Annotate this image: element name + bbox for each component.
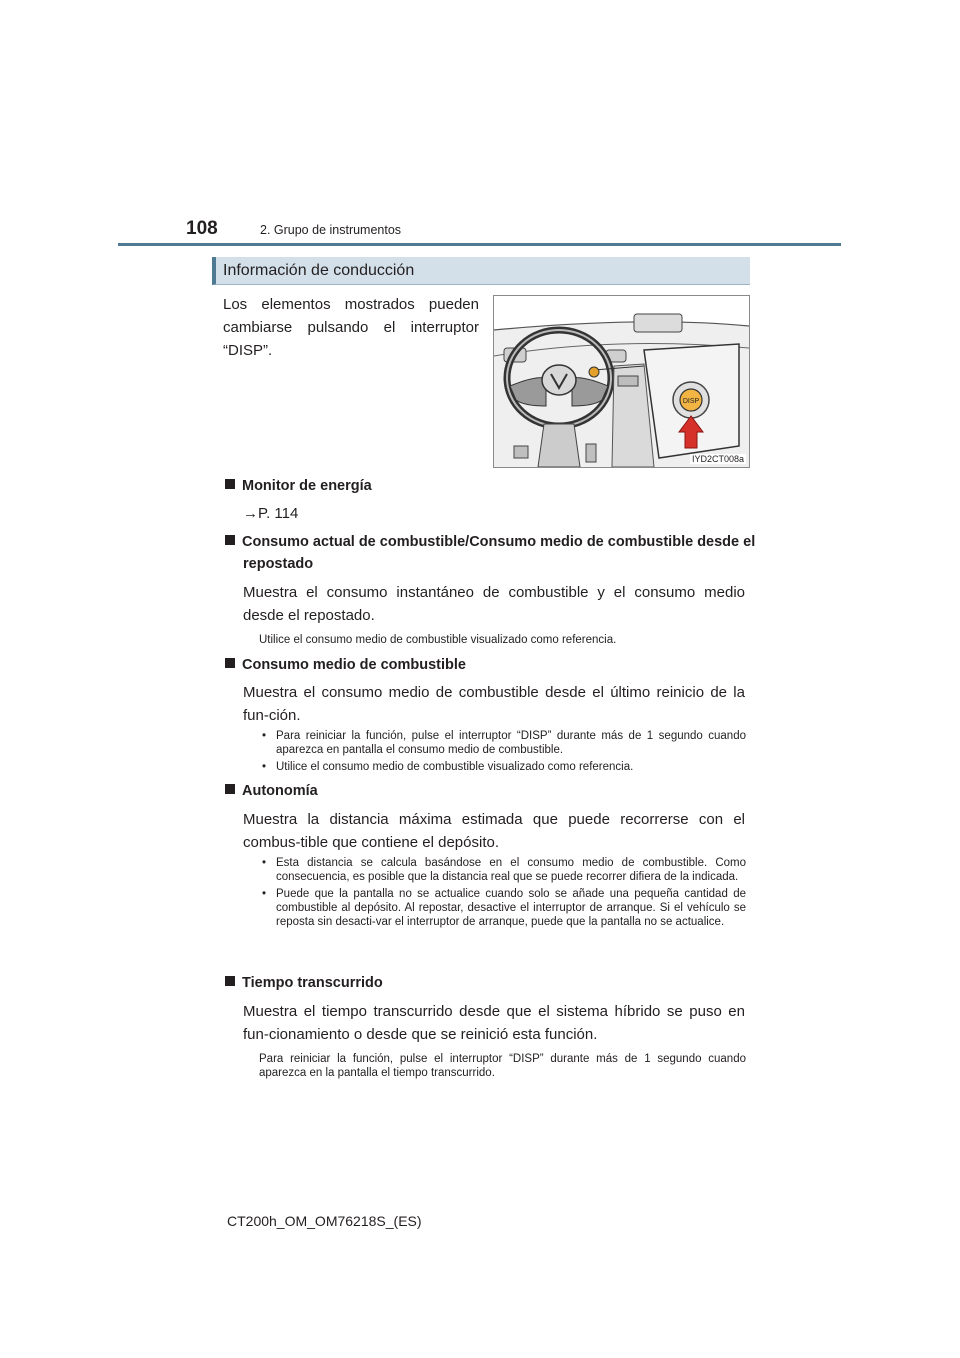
intro-text: Los elementos mostrados pueden cambiarse pulsando el interruptor “DISP”. xyxy=(223,296,479,359)
page-reference-link[interactable]: →P. 114 xyxy=(243,505,299,522)
dashboard-illustration xyxy=(493,295,750,468)
item-energy-title-text: Monitor de energía xyxy=(242,478,372,494)
item-current-consumption-body: Muestra el consumo instantáneo de combustible y el consumo medio desde el repostado. xyxy=(243,584,745,624)
disp-button-label: DISP xyxy=(682,398,700,405)
page-number: 108 xyxy=(186,218,218,239)
square-bullet-icon xyxy=(225,784,235,794)
chapter-title: 2. Grupo de instrumentos xyxy=(260,223,402,237)
item-current-consumption-title xyxy=(225,534,755,550)
item-range-notes xyxy=(259,856,746,929)
square-bullet-icon xyxy=(225,479,235,489)
item-current-consumption-title-line1: Consumo actual de combustible/Consumo medio de combustible desde el xyxy=(242,534,756,550)
item-average-consumption-notes xyxy=(259,729,746,774)
item-range-body: Muestra la distancia máxima estimada que puede recorrerse con el combus-tible que contiene el depósito. xyxy=(243,811,745,851)
list-item: • Para reiniciar la función, pulse el interruptor “DISP” durante más de 1 segundo cuando aparezca en pantalla el consumo medio de combustible. xyxy=(262,730,746,756)
list-item: • Puede que la pantalla no se actualice cuando solo se añade una pequeña cantidad de combustible al depósito. Al repostar, desactive el interruptor de arranque. Si el vehículo se reposta sin desacti-var el interruptor de arranque, puede que la pantalla no se actualice. xyxy=(262,888,746,928)
square-bullet-icon xyxy=(225,535,235,545)
list-item: • Utilice el consumo medio de combustible visualizado como referencia. xyxy=(262,761,634,773)
item-average-consumption-title-text: Consumo medio de combustible xyxy=(242,657,466,673)
square-bullet-icon xyxy=(225,976,235,986)
item-current-consumption-note: Utilice el consumo medio de combustible visualizado como referencia. xyxy=(259,634,617,646)
item-energy-title xyxy=(225,478,372,494)
item-elapsed-title xyxy=(225,975,383,991)
item-range-title-text: Autonomía xyxy=(242,783,318,799)
list-item: • Esta distancia se calcula basándose en el consumo medio de combustible. Como consecuencia, es posible que la distancia real que se puede recorrer difiera de la indicada. xyxy=(262,857,746,883)
item-average-consumption-body: Muestra el consumo medio de combustible desde el último reinicio de la fun-ción. xyxy=(243,684,745,724)
figure-code: IYD2CT008a xyxy=(691,454,744,464)
dashboard-drawing xyxy=(494,296,749,467)
item-current-consumption-title-line2: repostado xyxy=(243,556,314,572)
item-elapsed-title-text: Tiempo transcurrido xyxy=(242,975,383,991)
item-elapsed-body: Muestra el tiempo transcurrido desde que el sistema híbrido se puso en fun-cionamiento o desde que se reinició esta función. xyxy=(243,1003,745,1043)
document-code: CT200h_OM_OM76218S_(ES) xyxy=(227,1213,422,1229)
item-range-title xyxy=(225,783,318,799)
item-elapsed-note: Para reiniciar la función, pulse el interruptor “DISP” durante más de 1 segundo cuando aparezca en la pantalla el tiempo transcurrido. xyxy=(259,1053,746,1079)
header-divider xyxy=(118,243,841,246)
square-bullet-icon xyxy=(225,658,235,668)
item-average-consumption-title xyxy=(225,657,466,673)
section-title: Información de conducción xyxy=(223,262,415,279)
